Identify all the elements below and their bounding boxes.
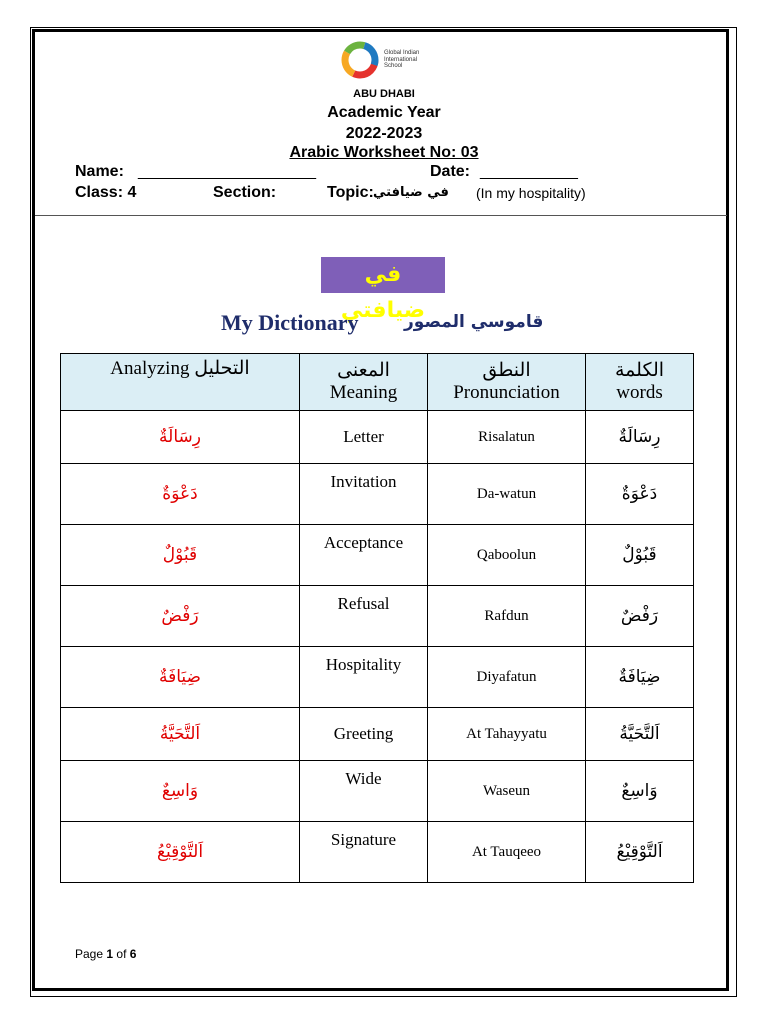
pronunciation-cell: Qaboolun bbox=[428, 525, 586, 586]
analysis-cell: رَفْضٌ bbox=[61, 586, 300, 647]
name-blank: ____________________ bbox=[138, 163, 316, 180]
footer-of-word: of bbox=[116, 947, 127, 961]
header-words bbox=[586, 354, 694, 411]
date-label: Date: bbox=[430, 163, 471, 180]
word-cell: قَبُوْلٌ bbox=[586, 525, 694, 586]
pronunciation-cell: Da-watun bbox=[428, 464, 586, 525]
header-analyzing: Analyzing التحليل bbox=[61, 354, 300, 411]
footer-page-number: 1 bbox=[106, 947, 114, 961]
word-cell: اَلتَّوْقِيْعُ bbox=[586, 822, 694, 883]
header-meaning-ar: المعنى bbox=[337, 360, 390, 381]
school-name-line: Global Indian bbox=[384, 50, 420, 56]
table-row bbox=[61, 761, 694, 822]
footer-page-word: Page bbox=[75, 947, 104, 961]
header-meaning bbox=[300, 354, 428, 411]
header-pron-en: Pronunciation bbox=[453, 382, 560, 403]
class-label: Class: 4 bbox=[75, 184, 137, 201]
word-cell: دَعْوَةٌ bbox=[586, 464, 694, 525]
school-logo bbox=[340, 40, 430, 82]
meaning-cell: Signature bbox=[300, 822, 428, 883]
meaning-cell: Acceptance bbox=[300, 525, 428, 586]
pronunciation-cell: Diyafatun bbox=[428, 647, 586, 708]
header-pronunciation bbox=[428, 354, 586, 411]
dictionary-title-en: My Dictionary bbox=[221, 310, 359, 335]
section-label: Section: bbox=[213, 184, 277, 201]
name-label: Name: bbox=[75, 163, 124, 180]
table-row bbox=[61, 708, 694, 761]
meaning-cell: Refusal bbox=[300, 586, 428, 647]
table-row bbox=[61, 464, 694, 525]
word-cell: ضِيَافَةٌ bbox=[586, 647, 694, 708]
table-row bbox=[61, 586, 694, 647]
header-meaning-en: Meaning bbox=[329, 382, 398, 403]
header-divider bbox=[35, 215, 727, 216]
word-cell: رِسَالَةٌ bbox=[586, 411, 694, 464]
topic-english: (In my hospitality) bbox=[476, 185, 586, 201]
analysis-cell: دَعْوَةٌ bbox=[61, 464, 300, 525]
table-row bbox=[61, 525, 694, 586]
word-cell: رَفْضٌ bbox=[586, 586, 694, 647]
analysis-cell: قَبُوْلٌ bbox=[61, 525, 300, 586]
meaning-cell: Wide bbox=[300, 761, 428, 822]
academic-year-label: Academic Year bbox=[327, 104, 441, 121]
meaning-cell: Letter bbox=[300, 411, 428, 464]
dictionary-title-ar: قاموسي المصور bbox=[404, 312, 544, 332]
pronunciation-cell: Waseun bbox=[428, 761, 586, 822]
meaning-cell: Hospitality bbox=[300, 647, 428, 708]
table-row bbox=[61, 411, 694, 464]
pronunciation-cell: At Tauqeeo bbox=[428, 822, 586, 883]
header-pron-ar: النطق bbox=[482, 360, 531, 381]
meaning-cell: Invitation bbox=[300, 464, 428, 525]
topic-label: Topic: bbox=[327, 184, 374, 201]
table-row bbox=[61, 822, 694, 883]
academic-years: 2022-2023 bbox=[345, 125, 423, 142]
analysis-cell: اَلتَّوْقِيْعُ bbox=[61, 822, 300, 883]
lesson-title: في ضيافتي bbox=[321, 257, 445, 293]
vocabulary-table bbox=[60, 353, 694, 883]
footer-page-total: 6 bbox=[129, 947, 137, 961]
date-blank: ___________ bbox=[480, 163, 578, 180]
school-name-line: International bbox=[384, 56, 418, 63]
header-words-ar: الكلمة bbox=[614, 360, 665, 381]
table-header-row bbox=[61, 354, 694, 411]
analysis-cell: وَاسِعٌ bbox=[61, 761, 300, 822]
page-footer bbox=[75, 947, 136, 961]
table-row bbox=[61, 647, 694, 708]
header-words-en: words bbox=[616, 382, 663, 403]
school-city: ABU DHABI bbox=[353, 88, 415, 100]
analysis-cell: اَلتَّحَيَّةُ bbox=[61, 708, 300, 761]
school-name-line: School bbox=[384, 63, 403, 69]
worksheet-title: Arabic Worksheet No: 03 bbox=[289, 144, 479, 161]
meaning-cell: Greeting bbox=[300, 708, 428, 761]
analysis-cell: ضِيَافَةٌ bbox=[61, 647, 300, 708]
pronunciation-cell: At Tahayyatu bbox=[428, 708, 586, 761]
school-logo-icon bbox=[340, 40, 380, 80]
analysis-cell: رِسَالَةٌ bbox=[61, 411, 300, 464]
topic-arabic: في ضيافتي bbox=[373, 185, 449, 200]
pronunciation-cell: Risalatun bbox=[428, 411, 586, 464]
pronunciation-cell: Rafdun bbox=[428, 586, 586, 647]
word-cell: اَلتَّحَيَّةُ bbox=[586, 708, 694, 761]
word-cell: وَاسِعٌ bbox=[586, 761, 694, 822]
